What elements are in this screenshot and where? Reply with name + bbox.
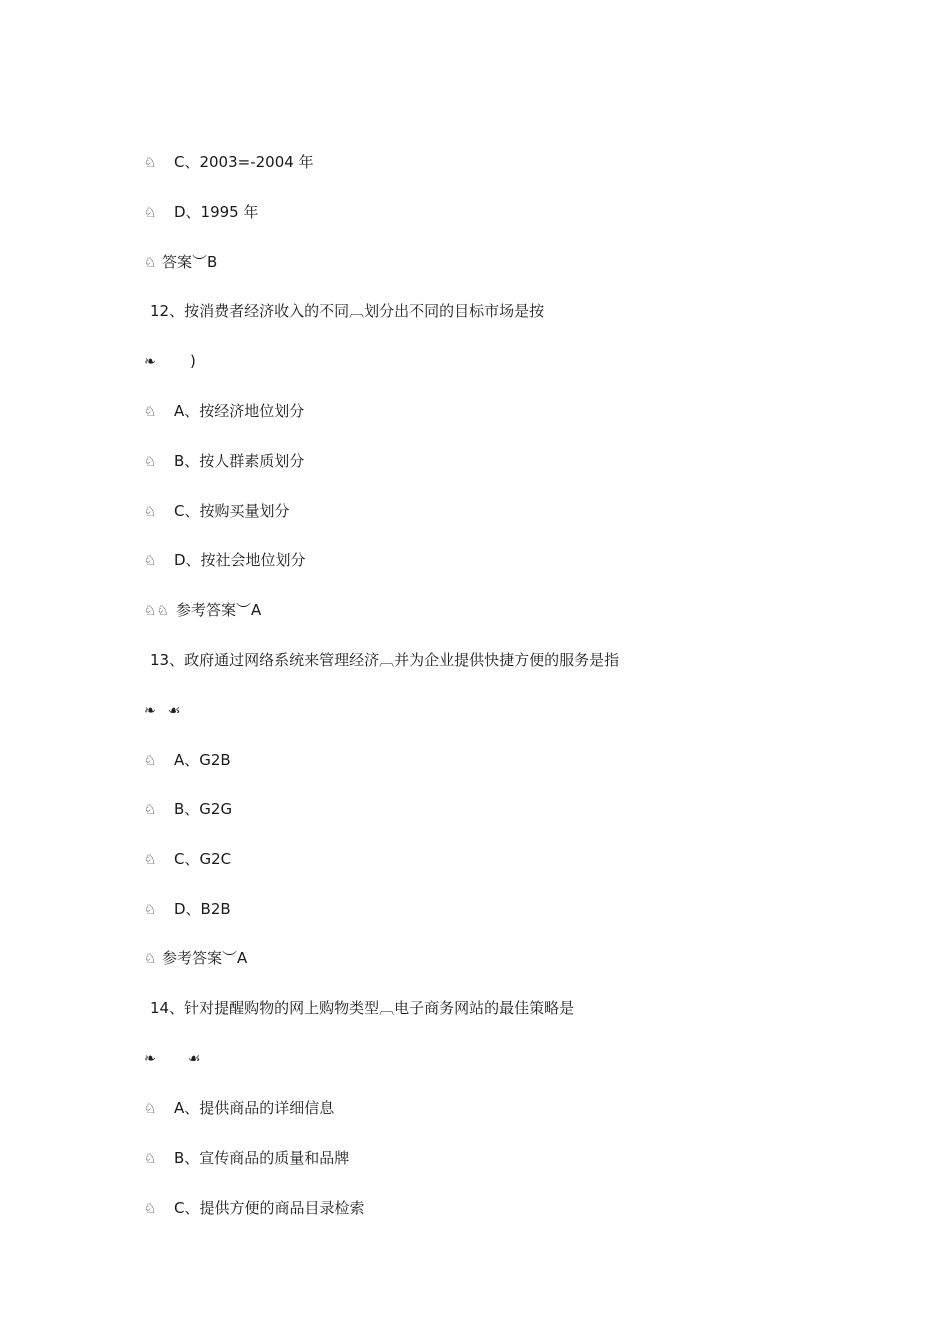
- option-text: B、按人群素质划分: [174, 452, 305, 470]
- answer-text: 答案︶B: [162, 253, 218, 271]
- blank-line: [144, 1046, 201, 1070]
- bullet-icon: ♘: [144, 1201, 157, 1217]
- option-text: A、按经济地位划分: [174, 402, 305, 420]
- blank-text: ): [190, 352, 196, 370]
- blank-line: [144, 698, 181, 722]
- bullet-icon: ♘: [144, 255, 157, 271]
- question-text: 13、政府通过网络系统来管理经济︹并为企业提供快捷方便的服务是指: [150, 651, 620, 669]
- bullet-icon: ♘: [144, 902, 157, 918]
- bullet-icon: ♘: [144, 951, 157, 967]
- bullet-icon: ♘: [144, 205, 157, 221]
- bullet-icon: ♘: [144, 1101, 157, 1117]
- bullet-icon: ♘: [144, 753, 157, 769]
- bullet-icon: ♘: [144, 1151, 157, 1167]
- bullet-icon: ♘: [144, 852, 157, 868]
- question-line: [144, 648, 619, 672]
- bullet-icon: ♘: [144, 802, 157, 818]
- answer-line: [144, 250, 217, 274]
- fleuron-icon: ☙: [188, 1051, 201, 1067]
- option-text: C、2003=-2004 年: [174, 153, 314, 171]
- option-text: D、B2B: [174, 900, 231, 918]
- bullet-icon: ♘♘: [144, 603, 170, 619]
- option-line: [144, 548, 306, 572]
- blank-line: [144, 349, 196, 373]
- answer-text: 参考答案︶A: [176, 601, 262, 619]
- option-line: [144, 1196, 364, 1220]
- option-line: [144, 499, 289, 523]
- option-line: [144, 1146, 349, 1170]
- option-line: [144, 847, 231, 871]
- answer-text: 参考答案︶A: [162, 949, 248, 967]
- option-text: C、按购买量划分: [174, 502, 290, 520]
- option-text: A、G2B: [174, 751, 231, 769]
- bullet-icon: ♘: [144, 404, 157, 420]
- option-line: [144, 897, 231, 921]
- answer-line: [144, 946, 247, 970]
- option-text: C、提供方便的商品目录检索: [174, 1199, 365, 1217]
- question-line: [144, 299, 544, 323]
- fleuron-icon: ☙: [168, 703, 181, 719]
- option-text: B、宣传商品的质量和品牌: [174, 1149, 350, 1167]
- option-line: [144, 200, 259, 224]
- fleuron-icon: ❧: [144, 1051, 156, 1067]
- option-text: C、G2C: [174, 850, 232, 868]
- bullet-icon: ♘: [144, 454, 157, 470]
- question-line: [144, 996, 574, 1020]
- option-line: [144, 748, 231, 772]
- question-text: 14、针对提醒购物的网上购物类型︹电子商务网站的最佳策略是: [150, 999, 575, 1017]
- option-text: A、提供商品的详细信息: [174, 1099, 335, 1117]
- bullet-icon: ♘: [144, 553, 157, 569]
- option-line: [144, 449, 304, 473]
- option-line: [144, 797, 232, 821]
- bullet-icon: ♘: [144, 504, 157, 520]
- question-text: 12、按消费者经济收入的不同︹划分出不同的目标市场是按: [150, 302, 545, 320]
- option-text: B、G2G: [174, 800, 233, 818]
- answer-line: [144, 598, 261, 622]
- option-line: [144, 150, 314, 174]
- fleuron-icon: ❧: [144, 703, 156, 719]
- bullet-icon: ♘: [144, 155, 157, 171]
- fleuron-icon: ❧: [144, 354, 156, 370]
- option-text: D、1995 年: [174, 203, 259, 221]
- option-text: D、按社会地位划分: [174, 551, 306, 569]
- option-line: [144, 399, 304, 423]
- option-line: [144, 1096, 334, 1120]
